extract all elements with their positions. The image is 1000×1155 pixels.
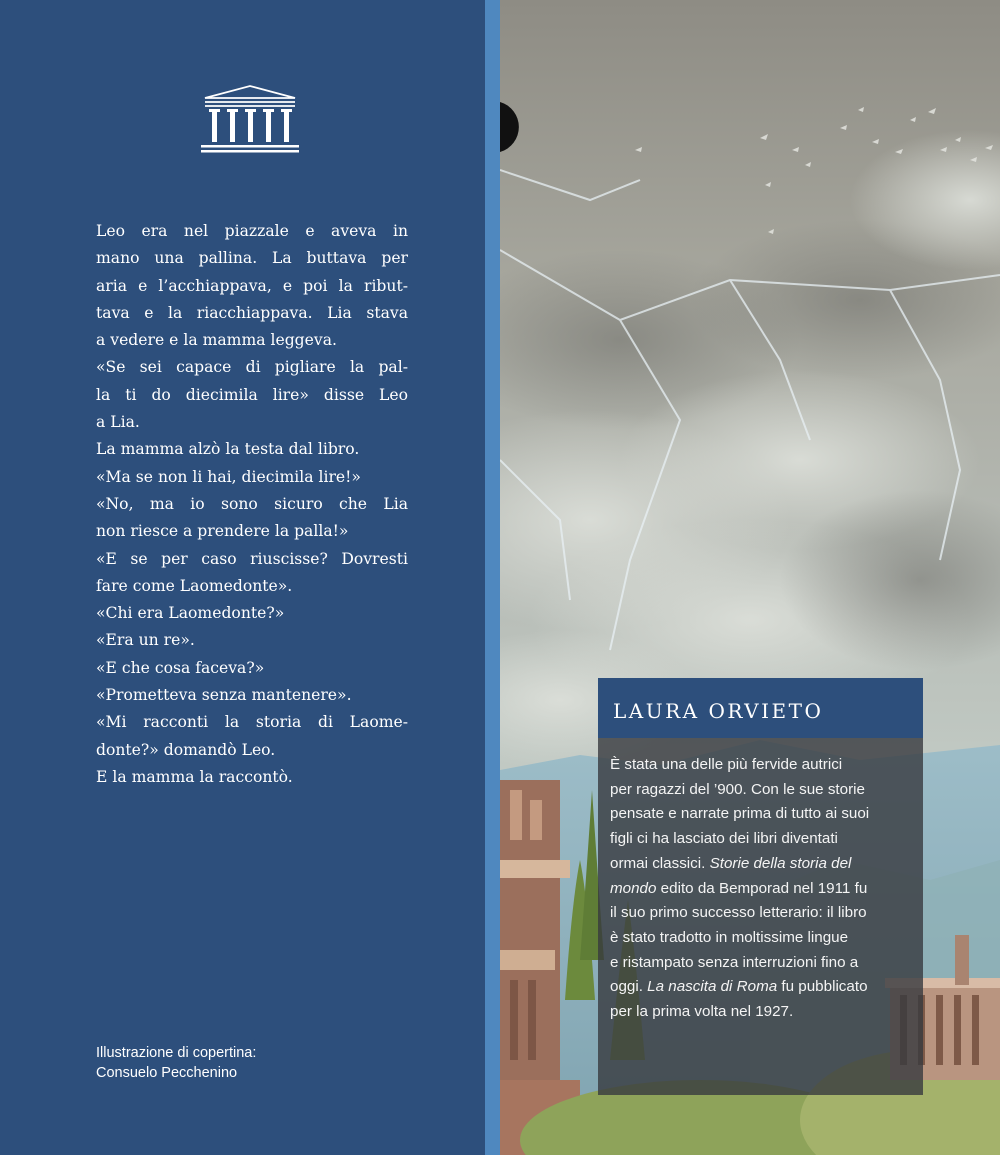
- excerpt-line: a vedere e la mamma leggeva.: [96, 331, 337, 350]
- excerpt-line: donte?» domandò Leo.: [96, 740, 276, 759]
- excerpt-line: «Se sei capace di pigliare la pal-: [96, 358, 408, 377]
- excerpt-line: «Ma se non li hai, diecimila lire!»: [96, 467, 361, 486]
- excerpt-line: Leo era nel piazzale e aveva in: [96, 222, 408, 240]
- bio-text: ormai classici.: [610, 854, 710, 872]
- excerpt-line: E la mamma la raccontò.: [96, 767, 293, 786]
- excerpt-line: «Prometteva senza mantenere».: [96, 686, 352, 705]
- bio-line: per ragazzi del ’900. Con le sue storie: [610, 780, 865, 798]
- bio-line: pensate e narrate prima di tutto ai suoi: [610, 805, 870, 823]
- credit-illustrator: Consuelo Pecchenino: [96, 1065, 238, 1081]
- book-title: Storie della storia del: [709, 854, 852, 872]
- excerpt-line: La mamma alzò la testa dal libro.: [96, 440, 360, 459]
- excerpt-line: «E che cosa faceva?»: [96, 658, 265, 677]
- excerpt-line: «E se per caso riuscisse? Dovresti: [96, 549, 408, 568]
- bio-line: [610, 877, 908, 902]
- excerpt-line: aria e l’acchiappava, e poi la ribut-: [96, 276, 408, 295]
- author-name: LAURA ORVIETO: [598, 678, 923, 738]
- bio-line: figli ci ha lasciato dei libri diventati: [610, 830, 838, 848]
- bio-line: per la prima volta nel 1927.: [610, 1003, 794, 1021]
- excerpt-line: «Chi era Laomedonte?»: [96, 604, 285, 623]
- bio-line: il suo primo successo letterario: il libro: [610, 904, 867, 922]
- book-title: mondo: [610, 879, 657, 897]
- excerpt-line: la ti do diecimila lire» disse Leo: [96, 385, 408, 404]
- bio-text: fu pubblicato: [777, 978, 868, 996]
- spine-strip: [485, 0, 500, 1155]
- bio-line: è stato tradotto in moltissime lingue: [610, 928, 849, 946]
- excerpt-line: «Era un re».: [96, 631, 195, 650]
- excerpt-line: fare come Laomedonte».: [96, 576, 293, 595]
- bio-text: oggi.: [610, 978, 648, 996]
- author-bio-box: [598, 678, 923, 1095]
- bio-line: [610, 975, 908, 1000]
- excerpt-line: «Mi racconti la storia di Laome-: [96, 713, 408, 732]
- author-bio-text: [598, 738, 923, 1095]
- credit-label: Illustrazione di copertina:: [96, 1045, 257, 1061]
- book-title: La nascita di Roma: [647, 978, 778, 996]
- bio-line: [610, 852, 908, 877]
- bio-line: È stata una delle più fervide autrici: [610, 756, 843, 773]
- excerpt-line: non riesce a prendere la palla!»: [96, 522, 349, 541]
- excerpt-line: a Lia.: [96, 413, 140, 432]
- excerpt-line: tava e la riacchiappava. Lia stava: [96, 303, 408, 322]
- illustration-credit: [96, 1043, 256, 1083]
- bio-text: edito da Bemporad nel 1911 fu: [656, 879, 868, 897]
- excerpt-line: mano una pallina. La buttava per: [96, 249, 408, 268]
- bio-line: e ristampato senza interruzioni fino a: [610, 953, 859, 971]
- greek-temple-icon: [201, 84, 299, 156]
- excerpt-line: «No, ma io sono sicuro che Lia: [96, 494, 408, 513]
- story-excerpt: [96, 218, 408, 791]
